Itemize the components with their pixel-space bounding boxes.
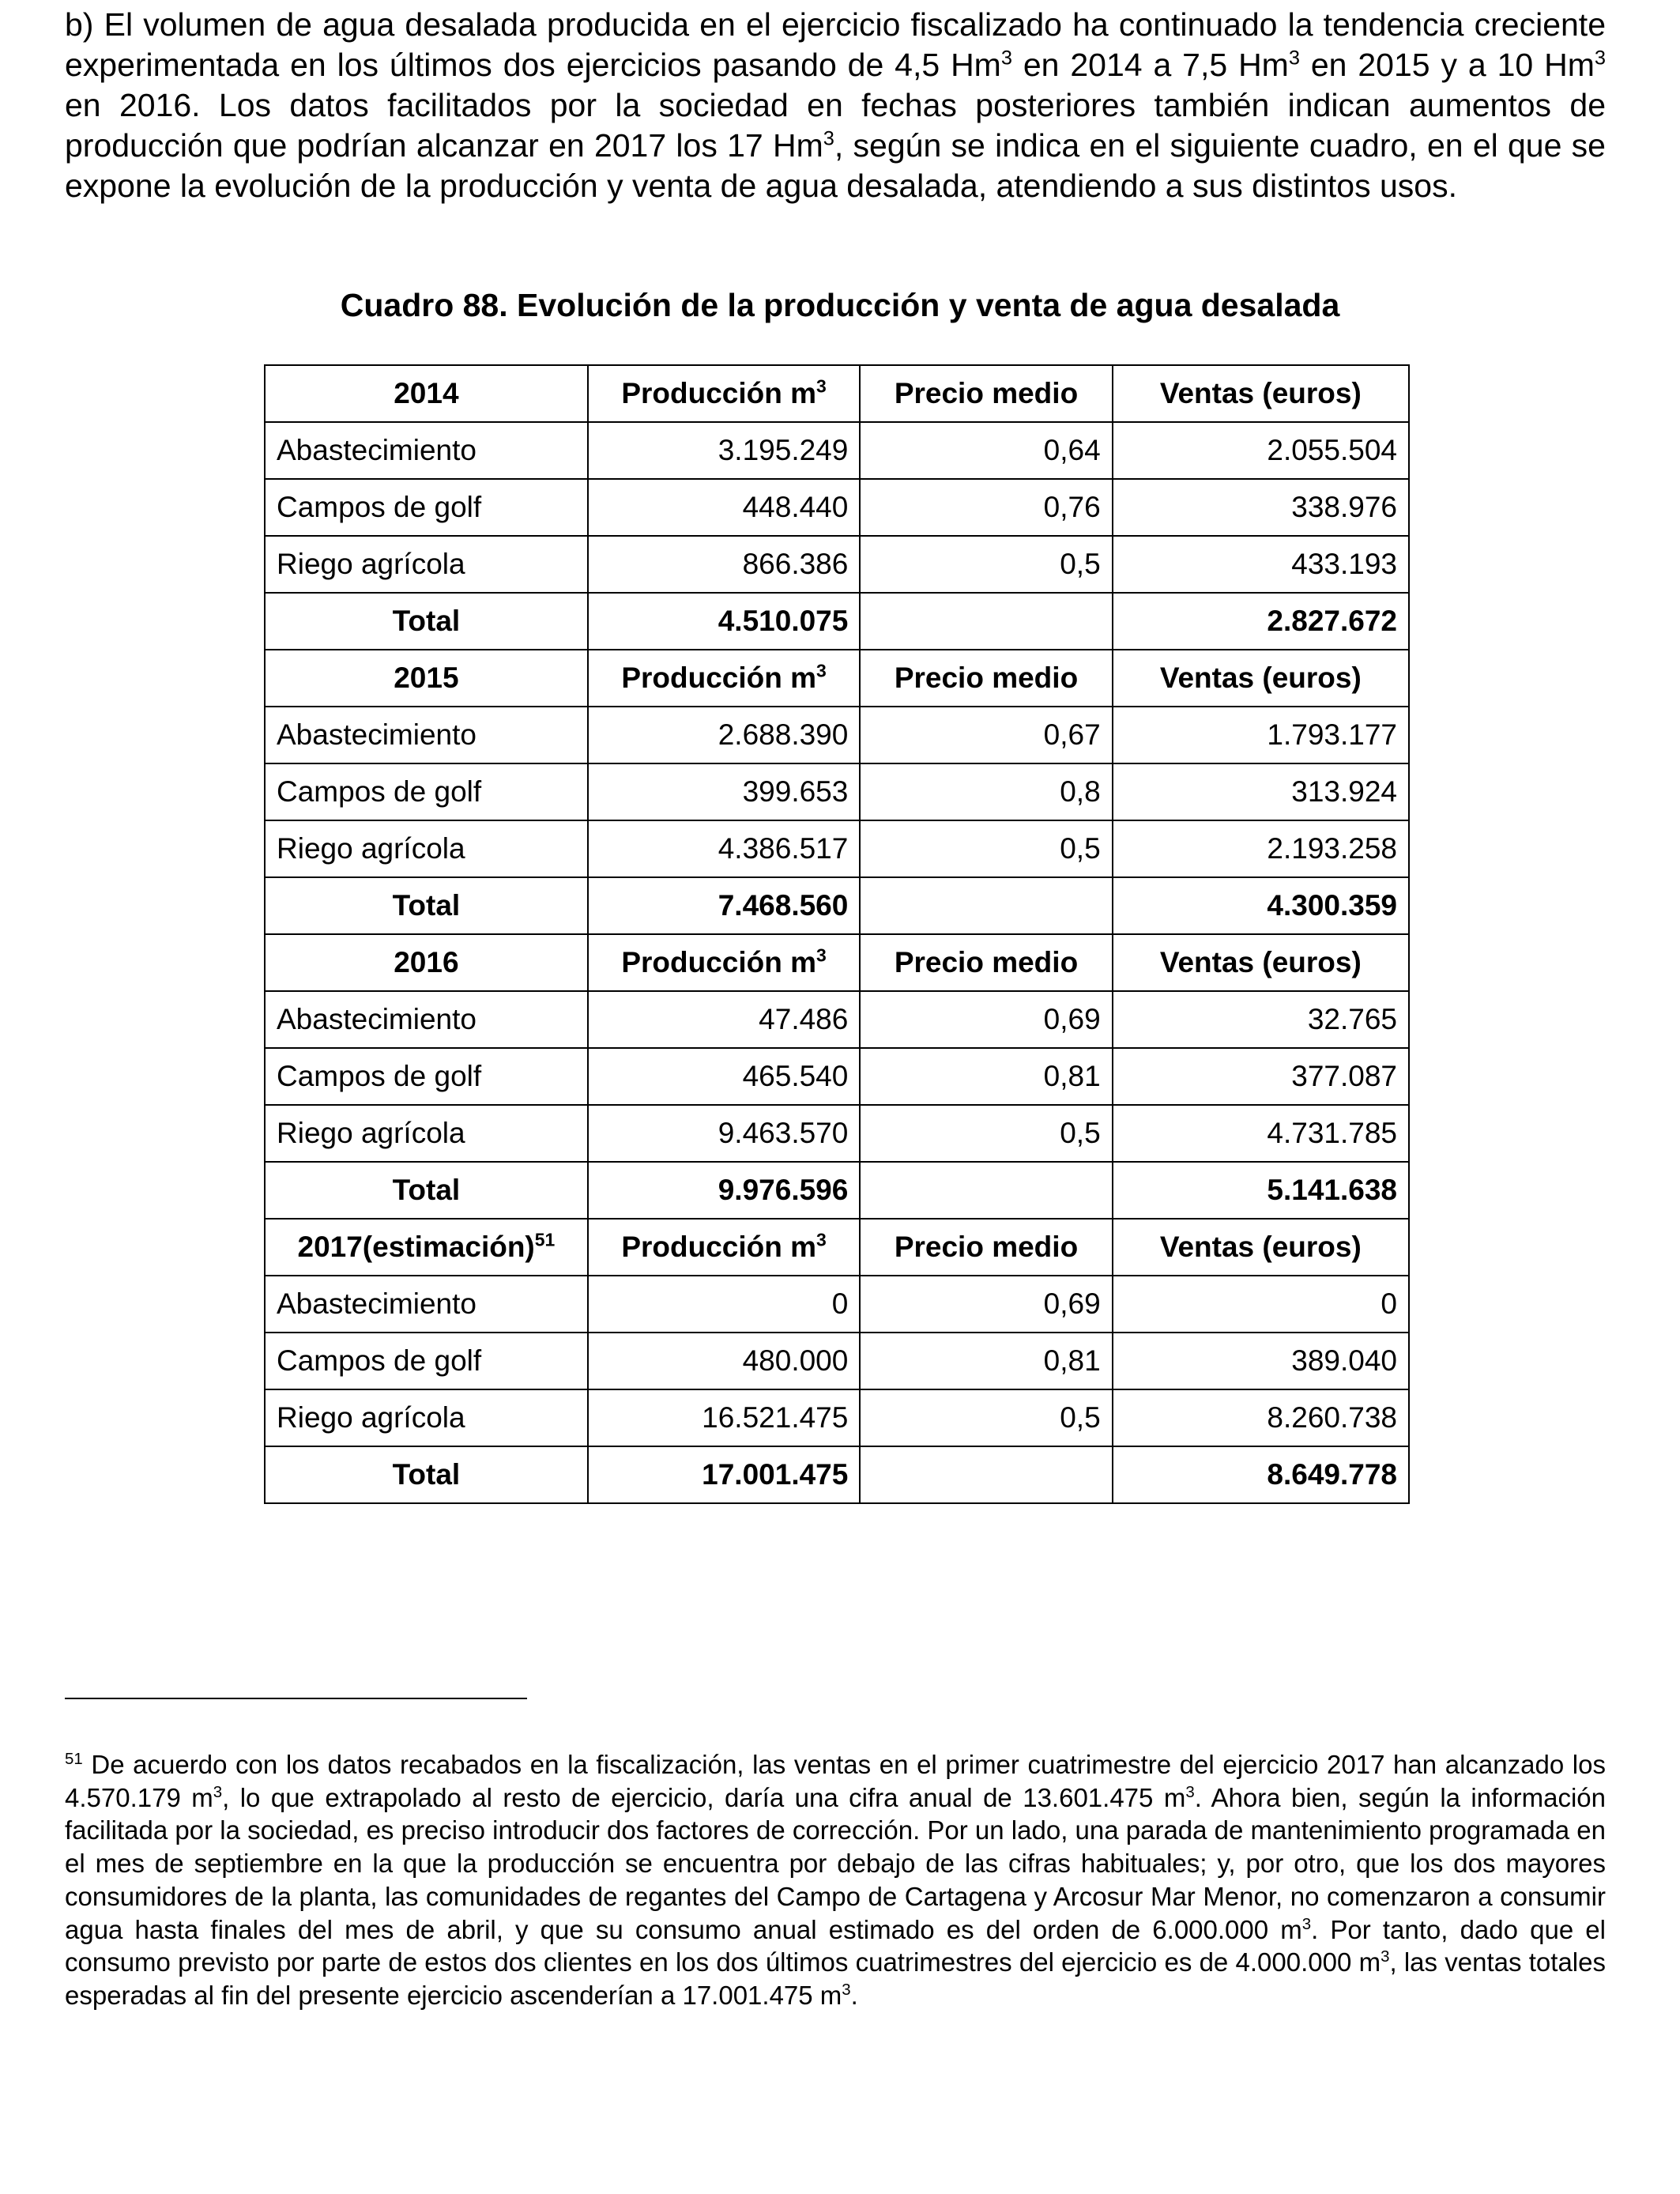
year-header-cell-text: 2014 bbox=[394, 377, 459, 409]
use-cell-text: Riego agrícola bbox=[277, 1401, 465, 1434]
table-row bbox=[265, 479, 1409, 536]
price-cell bbox=[860, 1276, 1112, 1333]
superscript: 3 bbox=[823, 127, 834, 150]
total-label-cell bbox=[265, 1446, 588, 1503]
total-label-cell bbox=[265, 593, 588, 650]
sales-header-cell bbox=[1113, 1219, 1409, 1276]
intro-text: , según se indica en el siguiente cuadro, en el que se expone la evolución de la producción y venta de agua desalada, atendiendo a sus distintos usos. bbox=[65, 127, 1606, 204]
price-cell-text: 0,8 bbox=[1060, 775, 1101, 808]
total-sales-cell bbox=[1113, 1162, 1409, 1219]
sales-header-cell bbox=[1113, 934, 1409, 991]
superscript: 3 bbox=[1301, 1914, 1312, 1933]
table-row bbox=[265, 422, 1409, 479]
production-cell bbox=[588, 763, 861, 820]
production-cell bbox=[588, 991, 861, 1048]
price-cell bbox=[860, 820, 1112, 877]
sales-cell bbox=[1113, 479, 1409, 536]
superscript: 3 bbox=[1185, 1782, 1195, 1801]
use-cell-text: Riego agrícola bbox=[277, 1117, 465, 1149]
price-cell-text: 0,81 bbox=[1043, 1344, 1101, 1377]
price-cell-text: 0,81 bbox=[1043, 1060, 1101, 1092]
total-row bbox=[265, 1162, 1409, 1219]
sales-cell bbox=[1113, 1276, 1409, 1333]
use-cell bbox=[265, 479, 588, 536]
year-header-cell-text: 2016 bbox=[394, 946, 459, 978]
footnote-text: , las ventas totales esperadas al fin del presente ejercicio ascenderían a 17.001.475 m bbox=[65, 1947, 1606, 2010]
production-cell bbox=[588, 1048, 861, 1105]
table-row bbox=[265, 1389, 1409, 1446]
total-sales-cell-text: 5.141.638 bbox=[1267, 1174, 1397, 1206]
production-cell-text: 9.463.570 bbox=[718, 1117, 849, 1149]
production-cell-text: 480.000 bbox=[742, 1344, 849, 1377]
footnote-text: , lo que extrapolado al resto de ejercicio, daría una cifra anual de 13.601.475 m bbox=[222, 1782, 1186, 1812]
use-cell-text: Abastecimiento bbox=[277, 718, 477, 751]
intro-text: b) El volumen de agua desalada producida en el ejercicio fiscalizado ha continuado la tendencia creciente experimentada en los últimos dos ejercicios pasando de 4,5 Hm bbox=[65, 6, 1606, 83]
sales-cell bbox=[1113, 1105, 1409, 1162]
sales-cell-text: 389.040 bbox=[1291, 1344, 1397, 1377]
price-cell bbox=[860, 763, 1112, 820]
price-cell-text: 0,5 bbox=[1060, 548, 1101, 580]
use-cell-text: Campos de golf bbox=[277, 1344, 482, 1377]
production-cell bbox=[588, 707, 861, 763]
superscript: 3 bbox=[816, 944, 827, 966]
sales-cell-text: 433.193 bbox=[1291, 548, 1397, 580]
production-header-cell-text: Producción m bbox=[621, 662, 817, 694]
sales-cell-text: 32.765 bbox=[1307, 1003, 1397, 1035]
total-label-cell bbox=[265, 1162, 588, 1219]
sales-cell bbox=[1113, 763, 1409, 820]
use-cell-text: Riego agrícola bbox=[277, 832, 465, 865]
table-row bbox=[265, 991, 1409, 1048]
price-header-cell bbox=[860, 1219, 1112, 1276]
sales-cell bbox=[1113, 820, 1409, 877]
use-cell-text: Riego agrícola bbox=[277, 548, 465, 580]
use-cell-text: Abastecimiento bbox=[277, 1287, 477, 1320]
use-cell bbox=[265, 1276, 588, 1333]
table-caption: Cuadro 88. Evolución de la producción y venta de agua desalada bbox=[340, 287, 1340, 323]
use-cell bbox=[265, 536, 588, 593]
sales-cell bbox=[1113, 991, 1409, 1048]
production-cell bbox=[588, 1333, 861, 1389]
use-cell-text: Abastecimiento bbox=[277, 434, 477, 466]
sales-header-cell-text: Ventas (euros) bbox=[1159, 946, 1362, 978]
production-cell-text: 399.653 bbox=[742, 775, 849, 808]
footnote bbox=[65, 1748, 1606, 2012]
table-row bbox=[265, 820, 1409, 877]
intro-text: en 2015 y a 10 Hm bbox=[1299, 47, 1595, 83]
production-cell-text: 448.440 bbox=[742, 491, 849, 523]
year-header-cell bbox=[265, 650, 588, 707]
price-header-cell-text: Precio medio bbox=[894, 1231, 1079, 1263]
total-production-cell bbox=[588, 1446, 861, 1503]
use-cell bbox=[265, 1333, 588, 1389]
sales-cell-text: 313.924 bbox=[1291, 775, 1397, 808]
sales-header-cell bbox=[1113, 365, 1409, 422]
sales-header-cell-text: Ventas (euros) bbox=[1159, 1231, 1362, 1263]
total-price-cell bbox=[860, 1446, 1112, 1503]
total-label-cell-text: Total bbox=[392, 1458, 461, 1491]
sales-cell-text: 377.087 bbox=[1291, 1060, 1397, 1092]
year-header-row bbox=[265, 650, 1409, 707]
total-row bbox=[265, 877, 1409, 934]
production-header-cell bbox=[588, 934, 861, 991]
price-header-cell-text: Precio medio bbox=[894, 946, 1079, 978]
use-cell-text: Campos de golf bbox=[277, 491, 482, 523]
sales-cell-text: 2.193.258 bbox=[1267, 832, 1397, 865]
year-header-cell-text: 2015 bbox=[394, 662, 459, 694]
price-cell bbox=[860, 536, 1112, 593]
footnote-text: . bbox=[850, 1980, 858, 2010]
price-cell bbox=[860, 1105, 1112, 1162]
price-cell-text: 0,67 bbox=[1043, 718, 1101, 751]
production-header-cell bbox=[588, 650, 861, 707]
footnote-text: . Por tanto, dado que el consumo previsto por parte de estos dos clientes en los dos últimos cuatrimestres del ejercicio es de 4.000.000 m bbox=[65, 1914, 1606, 1977]
production-cell-text: 866.386 bbox=[742, 548, 849, 580]
total-sales-cell-text: 8.649.778 bbox=[1267, 1458, 1397, 1491]
use-cell bbox=[265, 1048, 588, 1105]
production-cell bbox=[588, 536, 861, 593]
sales-cell-text: 0 bbox=[1381, 1287, 1397, 1320]
sales-cell bbox=[1113, 707, 1409, 763]
intro-text: en 2014 a 7,5 Hm bbox=[1011, 47, 1289, 83]
production-cell bbox=[588, 1276, 861, 1333]
production-sales-table bbox=[264, 364, 1410, 1504]
total-label-cell bbox=[265, 877, 588, 934]
table-row bbox=[265, 1333, 1409, 1389]
use-cell-text: Abastecimiento bbox=[277, 1003, 477, 1035]
total-price-cell bbox=[860, 1162, 1112, 1219]
use-cell bbox=[265, 707, 588, 763]
superscript: 3 bbox=[816, 1229, 827, 1250]
use-cell bbox=[265, 820, 588, 877]
sales-cell bbox=[1113, 1048, 1409, 1105]
use-cell bbox=[265, 1389, 588, 1446]
superscript: 3 bbox=[1288, 47, 1300, 70]
sales-cell bbox=[1113, 422, 1409, 479]
table-body bbox=[265, 365, 1409, 1503]
table-row bbox=[265, 763, 1409, 820]
production-cell-text: 47.486 bbox=[759, 1003, 849, 1035]
superscript: 3 bbox=[842, 1980, 851, 1999]
price-cell-text: 0,69 bbox=[1043, 1003, 1101, 1035]
price-cell bbox=[860, 479, 1112, 536]
total-production-cell-text: 9.976.596 bbox=[718, 1174, 849, 1206]
sales-cell bbox=[1113, 1333, 1409, 1389]
production-cell bbox=[588, 820, 861, 877]
sales-cell-text: 4.731.785 bbox=[1267, 1117, 1397, 1149]
use-cell bbox=[265, 1105, 588, 1162]
footnote-text: De acuerdo con los datos recabados en la fiscalización, las ventas en el primer cuatrimestre del ejercicio 2017 han alcanzado los 4.570.179 m bbox=[65, 1750, 1606, 1812]
total-production-cell bbox=[588, 1162, 861, 1219]
total-label-cell-text: Total bbox=[392, 889, 461, 922]
total-price-cell bbox=[860, 877, 1112, 934]
intro-text: en 2016. Los datos facilitados por la sociedad en fechas posteriores también indican aumentos de producción que podrían alcanzar en 2017 los 17 Hm bbox=[65, 87, 1606, 164]
year-header-cell bbox=[265, 1219, 588, 1276]
price-cell bbox=[860, 1048, 1112, 1105]
production-cell-text: 3.195.249 bbox=[718, 434, 849, 466]
year-header-cell bbox=[265, 934, 588, 991]
year-header-row bbox=[265, 365, 1409, 422]
production-cell bbox=[588, 479, 861, 536]
total-label-cell-text: Total bbox=[392, 605, 461, 637]
sales-cell-text: 338.976 bbox=[1291, 491, 1397, 523]
table-row bbox=[265, 1048, 1409, 1105]
table-row bbox=[265, 536, 1409, 593]
production-cell-text: 16.521.475 bbox=[702, 1401, 849, 1434]
superscript: 3 bbox=[816, 375, 827, 397]
production-header-cell-text: Producción m bbox=[621, 1231, 817, 1263]
price-cell bbox=[860, 707, 1112, 763]
total-sales-cell-text: 4.300.359 bbox=[1267, 889, 1397, 922]
total-sales-cell bbox=[1113, 1446, 1409, 1503]
table-row bbox=[265, 1105, 1409, 1162]
use-cell bbox=[265, 991, 588, 1048]
total-production-cell-text: 17.001.475 bbox=[702, 1458, 849, 1491]
price-cell bbox=[860, 1389, 1112, 1446]
production-header-cell bbox=[588, 1219, 861, 1276]
use-cell-text: Campos de golf bbox=[277, 775, 482, 808]
sales-cell bbox=[1113, 536, 1409, 593]
production-cell bbox=[588, 1105, 861, 1162]
year-header-row bbox=[265, 1219, 1409, 1276]
table-row bbox=[265, 1276, 1409, 1333]
sales-cell-text: 1.793.177 bbox=[1267, 718, 1397, 751]
production-cell-text: 465.540 bbox=[742, 1060, 849, 1092]
price-header-cell-text: Precio medio bbox=[894, 377, 1079, 409]
superscript: 51 bbox=[534, 1229, 556, 1250]
price-header-cell-text: Precio medio bbox=[894, 662, 1079, 694]
total-production-cell-text: 7.468.560 bbox=[718, 889, 849, 922]
total-production-cell bbox=[588, 593, 861, 650]
total-row bbox=[265, 1446, 1409, 1503]
total-production-cell bbox=[588, 877, 861, 934]
total-sales-cell-text: 2.827.672 bbox=[1267, 605, 1397, 637]
year-header-cell-text: 2017(estimación) bbox=[297, 1231, 535, 1263]
price-header-cell bbox=[860, 365, 1112, 422]
price-cell-text: 0,64 bbox=[1043, 434, 1101, 466]
production-cell bbox=[588, 422, 861, 479]
total-production-cell-text: 4.510.075 bbox=[718, 605, 849, 637]
year-header-row bbox=[265, 934, 1409, 991]
production-header-cell bbox=[588, 365, 861, 422]
superscript: 3 bbox=[1000, 47, 1012, 70]
total-sales-cell bbox=[1113, 593, 1409, 650]
superscript: 3 bbox=[1594, 47, 1606, 70]
production-cell-text: 0 bbox=[831, 1287, 849, 1320]
sales-header-cell-text: Ventas (euros) bbox=[1159, 377, 1362, 409]
price-cell bbox=[860, 991, 1112, 1048]
use-cell bbox=[265, 763, 588, 820]
sales-header-cell-text: Ventas (euros) bbox=[1159, 662, 1362, 694]
sales-cell bbox=[1113, 1389, 1409, 1446]
price-header-cell bbox=[860, 650, 1112, 707]
sales-header-cell bbox=[1113, 650, 1409, 707]
total-label-cell-text: Total bbox=[392, 1174, 461, 1206]
price-cell-text: 0,76 bbox=[1043, 491, 1101, 523]
price-cell bbox=[860, 422, 1112, 479]
total-sales-cell bbox=[1113, 877, 1409, 934]
production-cell-text: 4.386.517 bbox=[718, 832, 849, 865]
superscript: 3 bbox=[816, 660, 827, 681]
price-cell-text: 0,69 bbox=[1043, 1287, 1101, 1320]
production-cell-text: 2.688.390 bbox=[718, 718, 849, 751]
production-header-cell-text: Producción m bbox=[621, 377, 817, 409]
year-header-cell bbox=[265, 365, 588, 422]
price-cell-text: 0,5 bbox=[1060, 1401, 1101, 1434]
price-cell bbox=[860, 1333, 1112, 1389]
footnote-number: 51 bbox=[65, 1750, 83, 1768]
production-header-cell-text: Producción m bbox=[621, 946, 817, 978]
price-cell-text: 0,5 bbox=[1060, 1117, 1101, 1149]
footnote-separator bbox=[65, 1698, 527, 1699]
price-header-cell bbox=[860, 934, 1112, 991]
use-cell bbox=[265, 422, 588, 479]
footnote-text: . Ahora bien, según la información facilitada por la sociedad, es preciso introducir dos factores de corrección. Por un lado, una parada de mantenimiento programada en el mes de septiembre en la que la producción se encuentra por debajo de las cifras habituales; y, por otro, que los dos mayores consumidores de la planta, las comunidades de regantes del Campo de Cartagena y Arcosur Mar Menor, no comenzaron a consumir agua hasta finales del mes de abril, y que su consumo anual estimado es del orden de 6.000.000 m bbox=[65, 1782, 1607, 1944]
total-price-cell bbox=[860, 593, 1112, 650]
total-row bbox=[265, 593, 1409, 650]
sales-cell-text: 8.260.738 bbox=[1267, 1401, 1397, 1434]
production-cell bbox=[588, 1389, 861, 1446]
superscript: 3 bbox=[1381, 1947, 1390, 1966]
intro-paragraph bbox=[65, 5, 1606, 206]
price-cell-text: 0,5 bbox=[1060, 832, 1101, 865]
superscript: 3 bbox=[213, 1782, 223, 1801]
sales-cell-text: 2.055.504 bbox=[1267, 434, 1397, 466]
use-cell-text: Campos de golf bbox=[277, 1060, 482, 1092]
table-row bbox=[265, 707, 1409, 763]
